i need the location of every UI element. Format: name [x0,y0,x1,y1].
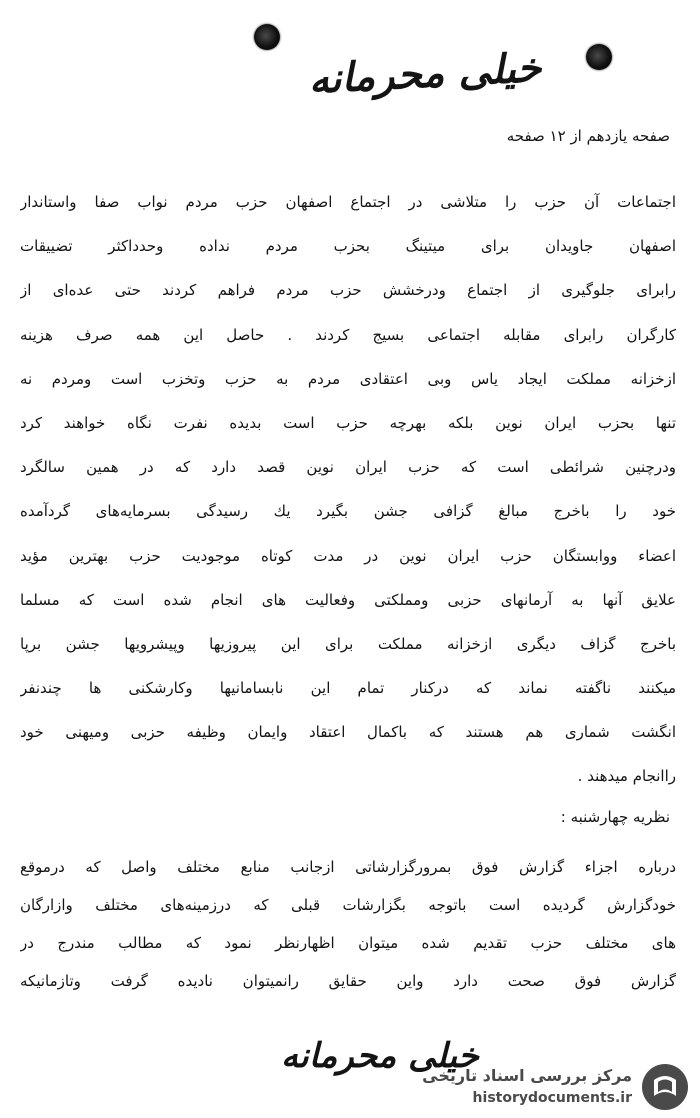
classification-stamp-bottom: خیلی محرمانه [281,1036,479,1076]
watermark [420,1060,690,1114]
body-line-last: راانجام میدهند . [577,767,676,786]
body-line: های مختلف حزب تقدیم شده میتوان اظهارنظر نمود که مطالب مندرج در [20,934,676,952]
body-paragraph-1 [20,180,676,799]
page-number-header: صفحه یازدهم از ۱۲ صفحه [506,127,670,145]
punch-hole-right [586,44,612,70]
body-line: تنها بحزب ایران نوین بلکه بهرچه حزب است بدیده نفرت نگاه خواهند کرد [20,413,676,432]
watermark-title: مرکز بررسی اسناد تاریخی [422,1066,632,1085]
body-line: خودگزارش گردیده است باتوجه بگزارشات قبلی که درزمینه‌های مختلف وازارگان [20,896,676,914]
section-heading: نظریه چهارشنبه : [560,808,670,826]
classification-stamp-top: خیلی محرمانه [307,43,543,104]
body-line: میکنند ناگفته نماند که درکنار تمام این نابسامانیها وکارشکنی ها چندنفر [20,679,676,698]
body-line: اعضاء ووابستگان حزب ایران نوین در مدت کوتاه موجودیت حزب بهترین مؤید [20,546,676,565]
body-line: رابرای جلوگیری از اجتماع ودرخشش حزب مردم فراهم کردند حتی عده‌ای از [20,281,676,300]
body-line: اصفهان جاویدان برای میتینگ بحزب مردم نداده وحدداکثر تضییقات [20,237,676,256]
punch-hole-top [254,24,280,50]
body-line: انگشت شماری هم هستند که باکمال اعتقاد وایمان وظیفه حزبی ومیهنی خود [20,723,676,742]
watermark-url: historydocuments.ir [472,1090,632,1106]
body-line: گزارش فوق صحت دارد واین حقایق رانمیتوان نادیده گرفت وتازمانیکه [20,972,676,990]
body-line: ازخزانه مملکت ایجاد یاس وبی اعتقادی مردم به حزب وتخزب است ومردم نه [20,369,676,388]
body-line: درباره اجزاء گزارش فوق بمرورگزارشاتی ازجانب منابع مختلف واصل که درموقع [20,858,676,876]
body-line: اجتماعات آن حزب را متلاشی در اجتماع اصفهان حزب مردم نواب صفا واستاندار [20,193,676,211]
body-line: خود را باخرج مبالغ گزافی جشن بگیرد یك رسیدگی بسرمایه‌های گردآمده [20,502,676,521]
body-line: علایق آنها به آرمانهای حزبی ومملکتی وفعالیت های انجام شده است که مسلما [20,590,676,609]
body-line: ودرچنین شرائطی است که حزب ایران نوین قصد دارد که در همین سالگرد [20,458,676,477]
body-line: باخرج گزاف دیگری ازخزانه مملکت برای این پیروزیها وپیشرویها جشن برپا [20,634,676,653]
archive-logo-icon [640,1062,690,1112]
body-line: کارگران رابرای مقابله اجتماعی بسیج کردند . حاصل این همه صرف هزینه [20,325,676,344]
body-paragraph-2 [20,848,676,1000]
